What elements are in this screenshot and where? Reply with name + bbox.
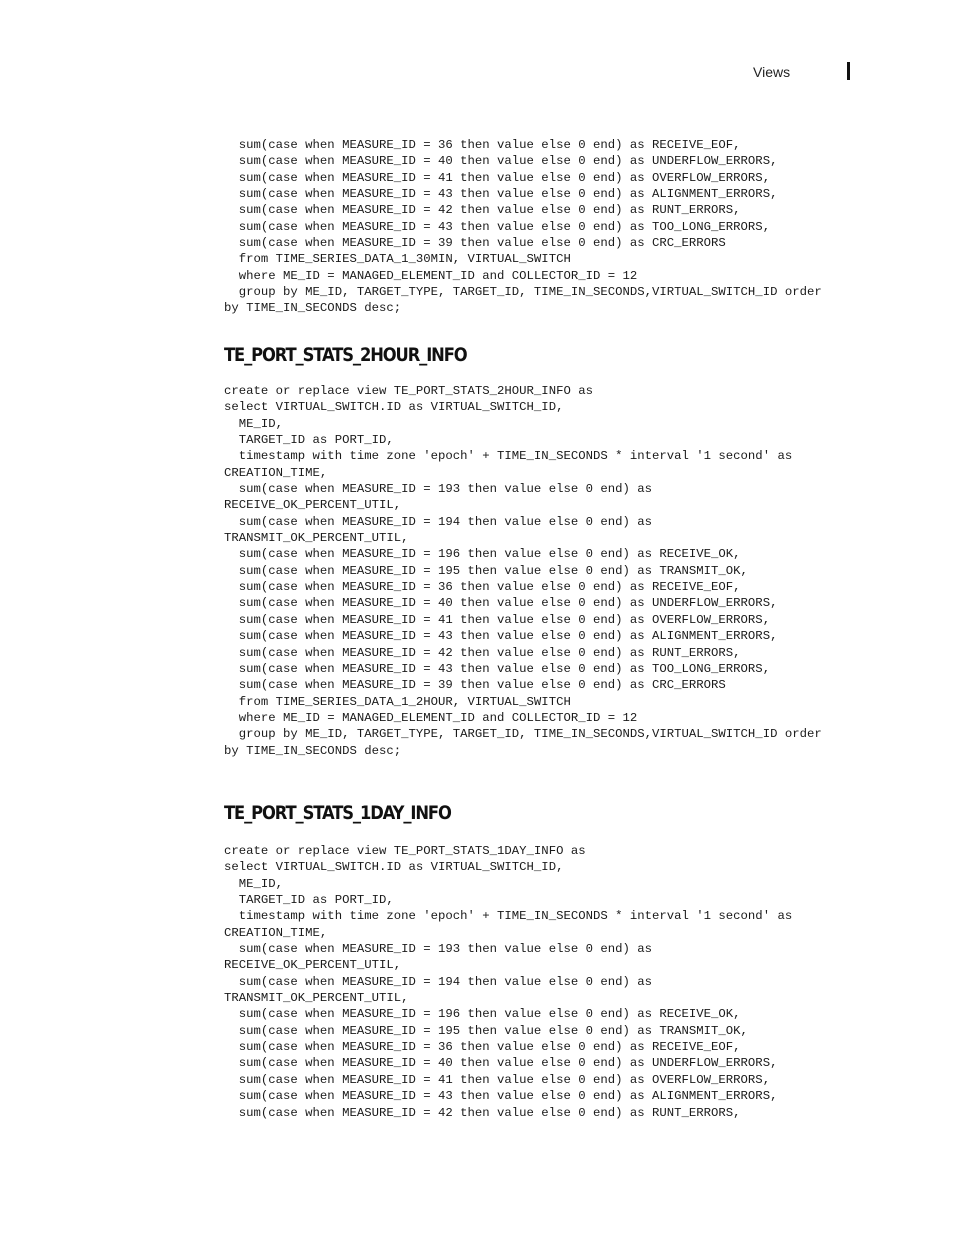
code-line: sum(case when MEASURE_ID = 193 then value else 0 end) as (224, 482, 653, 497)
code-line: sum(case when MEASURE_ID = 36 then value else 0 end) as RECEIVE_EOF, (224, 138, 741, 152)
code-line: sum(case when MEASURE_ID = 36 then value else 0 end) as RECEIVE_EOF, (224, 1040, 741, 1055)
code-line: sum(case when MEASURE_ID = 40 then value else 0 end) as UNDERFLOW_ERRORS, (224, 154, 778, 169)
running-header-section: Views (753, 64, 791, 80)
code-line: sum(case when MEASURE_ID = 195 then value else 0 end) as TRANSMIT_OK, (224, 563, 748, 578)
code-line: where ME_ID = MANAGED_ELEMENT_ID and COLLECTOR_ID = 12 (224, 268, 638, 283)
section-title-1day: TE_PORT_STATS_1DAY_INFO (224, 802, 451, 824)
code-line: TARGET_ID as PORT_ID, (224, 433, 394, 448)
code-block-2hour (224, 383, 822, 759)
code-block-1day (224, 843, 792, 1121)
code-line: sum(case when MEASURE_ID = 41 then value else 0 end) as OVERFLOW_ERRORS, (224, 612, 771, 627)
code-line: TARGET_ID as PORT_ID, (224, 893, 394, 908)
code-line: sum(case when MEASURE_ID = 41 then value else 0 end) as OVERFLOW_ERRORS, (224, 1072, 771, 1087)
code-line: sum(case when MEASURE_ID = 40 then value else 0 end) as UNDERFLOW_ERRORS, (224, 596, 778, 611)
code-line: sum(case when MEASURE_ID = 43 then value else 0 end) as ALIGNMENT_ERRORS, (224, 187, 778, 202)
code-line: create or replace view TE_PORT_STATS_2HOUR_INFO as (224, 384, 593, 398)
code-line: RECEIVE_OK_PERCENT_UTIL, (224, 958, 402, 973)
code-line: sum(case when MEASURE_ID = 193 then value else 0 end) as (224, 942, 653, 957)
code-line: TRANSMIT_OK_PERCENT_UTIL, (224, 531, 409, 546)
code-line: sum(case when MEASURE_ID = 43 then value else 0 end) as TOO_LONG_ERRORS, (224, 661, 771, 676)
code-line: timestamp with time zone 'epoch' + TIME_IN_SECONDS * interval '1 second' as (224, 909, 793, 924)
code-line: sum(case when MEASURE_ID = 42 then value else 0 end) as RUNT_ERRORS, (224, 645, 741, 660)
code-line: where ME_ID = MANAGED_ELEMENT_ID and COLLECTOR_ID = 12 (224, 710, 638, 725)
code-line: sum(case when MEASURE_ID = 196 then value else 0 end) as RECEIVE_OK, (224, 547, 741, 562)
section-title-2hour: TE_PORT_STATS_2HOUR_INFO (224, 344, 467, 366)
code-line: TRANSMIT_OK_PERCENT_UTIL, (224, 991, 409, 1006)
code-line: from TIME_SERIES_DATA_1_30MIN, VIRTUAL_SWITCH (224, 252, 571, 267)
code-line: sum(case when MEASURE_ID = 195 then value else 0 end) as TRANSMIT_OK, (224, 1023, 748, 1038)
code-line: sum(case when MEASURE_ID = 39 then value else 0 end) as CRC_ERRORS (224, 678, 726, 693)
code-line: sum(case when MEASURE_ID = 41 then value else 0 end) as OVERFLOW_ERRORS, (224, 170, 771, 185)
code-line: ME_ID, (224, 416, 284, 431)
code-line: sum(case when MEASURE_ID = 194 then value else 0 end) as (224, 514, 653, 529)
code-line: sum(case when MEASURE_ID = 194 then value else 0 end) as (224, 974, 653, 989)
code-line: RECEIVE_OK_PERCENT_UTIL, (224, 498, 402, 513)
code-line: from TIME_SERIES_DATA_1_2HOUR, VIRTUAL_SWITCH (224, 694, 571, 709)
code-line: sum(case when MEASURE_ID = 42 then value else 0 end) as RUNT_ERRORS, (224, 1105, 741, 1120)
code-line: sum(case when MEASURE_ID = 43 then value else 0 end) as ALIGNMENT_ERRORS, (224, 1089, 778, 1104)
code-line: create or replace view TE_PORT_STATS_1DAY_INFO as (224, 844, 586, 858)
code-line: timestamp with time zone 'epoch' + TIME_IN_SECONDS * interval '1 second' as (224, 449, 793, 464)
code-line: group by ME_ID, TARGET_TYPE, TARGET_ID, TIME_IN_SECONDS,VIRTUAL_SWITCH_ID order (224, 285, 822, 300)
code-line: sum(case when MEASURE_ID = 196 then value else 0 end) as RECEIVE_OK, (224, 1007, 741, 1022)
code-line: CREATION_TIME, (224, 925, 328, 940)
code-line: sum(case when MEASURE_ID = 43 then value else 0 end) as ALIGNMENT_ERRORS, (224, 629, 778, 644)
code-line: sum(case when MEASURE_ID = 36 then value else 0 end) as RECEIVE_EOF, (224, 580, 741, 595)
code-line: sum(case when MEASURE_ID = 39 then value else 0 end) as CRC_ERRORS (224, 236, 726, 251)
code-line: select VIRTUAL_SWITCH.ID as VIRTUAL_SWITCH_ID, (224, 860, 564, 875)
code-line: by TIME_IN_SECONDS desc; (224, 301, 402, 316)
code-line: sum(case when MEASURE_ID = 43 then value else 0 end) as TOO_LONG_ERRORS, (224, 219, 771, 234)
code-line: sum(case when MEASURE_ID = 42 then value else 0 end) as RUNT_ERRORS, (224, 203, 741, 218)
code-line: group by ME_ID, TARGET_TYPE, TARGET_ID, TIME_IN_SECONDS,VIRTUAL_SWITCH_ID order (224, 727, 822, 742)
code-line: CREATION_TIME, (224, 465, 328, 480)
code-line: select VIRTUAL_SWITCH.ID as VIRTUAL_SWITCH_ID, (224, 400, 564, 415)
code-line: ME_ID, (224, 876, 284, 891)
code-line: by TIME_IN_SECONDS desc; (224, 743, 402, 758)
header-rule-bar (847, 62, 850, 80)
code-block-30min-tail (224, 137, 822, 317)
code-line: sum(case when MEASURE_ID = 40 then value else 0 end) as UNDERFLOW_ERRORS, (224, 1056, 778, 1071)
